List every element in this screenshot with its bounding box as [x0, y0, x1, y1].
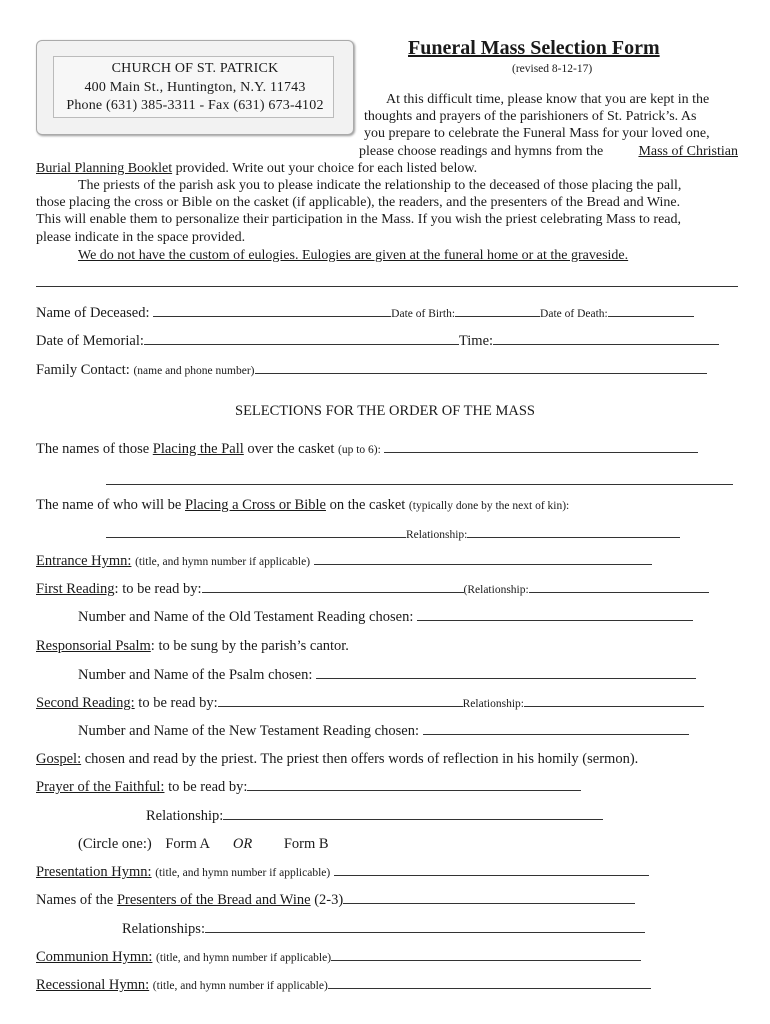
second-reading-row — [36, 695, 704, 712]
cross-row — [36, 497, 569, 514]
ot-label: Number and Name of the Old Testament Reading chosen: — [78, 609, 414, 625]
ot-row — [78, 609, 693, 626]
pall-pre: The names of those — [36, 441, 153, 457]
first-rel-field[interactable] — [529, 592, 709, 593]
or-label: OR — [232, 836, 253, 852]
memorial-row — [36, 333, 719, 350]
presenters-label: Presenters of the Bread and Wine — [116, 892, 311, 908]
deceased-field[interactable] — [153, 316, 391, 317]
communion-hint: (title, and hymn number if applicable) — [156, 952, 332, 964]
family-row — [36, 362, 707, 379]
intro-line-4-text: please choose readings and hymns from the — [359, 144, 604, 159]
second-rel-field[interactable] — [524, 706, 704, 707]
church-phone: Phone (631) 385-3311 - Fax (631) 673-4102 — [66, 98, 324, 113]
memorial-label: Date of Memorial: — [36, 333, 144, 349]
presenters-pre: Names of the — [36, 892, 117, 908]
intro-line-3: you prepare to celebrate the Funeral Mass for your loved one, — [364, 126, 710, 141]
pof-post: to be read by: — [164, 779, 248, 795]
circle-row — [78, 836, 329, 853]
presenters-field[interactable] — [343, 903, 635, 904]
divider-rule — [36, 286, 738, 287]
pof-row — [36, 779, 581, 796]
psalm-row — [36, 638, 349, 655]
recessional-hint: (title, and hymn number if applicable) — [152, 980, 328, 992]
cross-pre: The name of who will be — [36, 497, 185, 513]
second-reader-field[interactable] — [218, 706, 463, 707]
pof-rel-label: Relationship: — [146, 808, 224, 824]
deceased-row — [36, 305, 694, 322]
circle-label: (Circle one:) — [78, 836, 152, 852]
family-hint: (name and phone number) — [133, 365, 255, 377]
second-reading-post: to be read by: — [134, 695, 218, 711]
presenters-rel-field[interactable] — [205, 932, 645, 933]
presenters-post: (2-3) — [310, 892, 344, 908]
entrance-row — [36, 553, 652, 570]
intro-line-2: thoughts and prayers of the parishioners of St. Patrick’s. As — [364, 109, 697, 124]
family-label: Family Contact: — [36, 362, 130, 378]
church-name: CHURCH OF ST. PATRICK — [111, 61, 279, 76]
psalm-chosen-field[interactable] — [316, 678, 696, 679]
priest-para-4: please indicate in the space provided. — [36, 230, 246, 245]
entrance-hint: (title, and hymn number if applicable) — [135, 556, 311, 568]
recessional-field[interactable] — [328, 988, 651, 989]
deceased-label: Name of Deceased: — [36, 305, 150, 321]
memorial-field[interactable] — [144, 344, 459, 345]
ot-field[interactable] — [417, 620, 693, 621]
eulogy-note: We do not have the custom of eulogies. Eulogies are given at the funeral home or at the graveside. — [78, 248, 629, 263]
priest-para-1: The priests of the parish ask you to please indicate the relationship to the deceased of those placing the pall, — [78, 178, 682, 193]
cross-name-field[interactable] — [106, 537, 406, 538]
second-reading-label: Second Reading: — [36, 695, 135, 711]
form-title: Funeral Mass Selection Form — [408, 37, 660, 59]
time-label: Time: — [458, 333, 494, 349]
cross-post: on the casket — [325, 497, 409, 513]
church-header-box — [36, 40, 354, 135]
pall-field[interactable] — [384, 452, 698, 453]
second-rel-label: Relationship: — [462, 698, 524, 710]
booklet-title-part1: Mass of Christian — [638, 144, 738, 159]
nt-label: Number and Name of the New Testament Reading chosen: — [78, 723, 419, 739]
section-title: SELECTIONS FOR THE ORDER OF THE MASS — [235, 403, 535, 419]
communion-row — [36, 949, 641, 966]
presentation-row — [36, 864, 649, 881]
dod-field[interactable] — [608, 316, 694, 317]
pall-row — [36, 441, 698, 458]
dob-label: Date of Birth: — [391, 308, 456, 320]
psalm-chosen-row — [78, 667, 696, 684]
gospel-post: chosen and read by the priest. The priest then offers words of reflection in his homily (sermon). — [81, 751, 639, 767]
presentation-hint: (title, and hymn number if applicable) — [155, 867, 331, 879]
recessional-row — [36, 977, 651, 994]
first-reader-field[interactable] — [202, 592, 464, 593]
nt-row — [78, 723, 689, 740]
nt-field[interactable] — [423, 734, 689, 735]
gospel-row — [36, 751, 638, 768]
entrance-label: Entrance Hymn: — [36, 553, 132, 569]
cross-label: Placing a Cross or Bible — [185, 497, 326, 513]
dob-field[interactable] — [455, 316, 540, 317]
first-reading-post: : to be read by: — [114, 581, 202, 597]
gospel-label: Gospel: — [36, 751, 82, 767]
presentation-label: Presentation Hymn: — [36, 864, 152, 880]
intro-line-4 — [359, 143, 738, 160]
pof-rel-row — [146, 808, 603, 825]
presenters-row — [36, 892, 635, 909]
pall-post: over the casket — [243, 441, 339, 457]
revised-date: (revised 8-12-17) — [512, 63, 593, 75]
cross-rel-label: Relationship: — [406, 529, 468, 541]
family-field[interactable] — [255, 373, 707, 374]
presentation-field[interactable] — [334, 875, 649, 876]
cross-rel-field[interactable] — [467, 537, 680, 538]
form-a-option[interactable]: Form A — [165, 836, 210, 852]
form-b-option[interactable]: Form B — [283, 836, 329, 852]
pof-label: Prayer of the Faithful: — [36, 779, 165, 795]
pall-hint: (up to 6): — [338, 444, 381, 456]
first-reading-label: First Reading — [36, 581, 115, 597]
pof-field[interactable] — [247, 790, 581, 791]
intro-line-5-text: provided. Write out your choice for each listed below. — [172, 161, 478, 176]
psalm-chosen-label: Number and Name of the Psalm chosen: — [78, 667, 313, 683]
pof-rel-field[interactable] — [223, 819, 603, 820]
recessional-label: Recessional Hymn: — [36, 977, 150, 993]
presenters-rel-row — [122, 921, 645, 938]
time-field[interactable] — [493, 344, 719, 345]
first-reading-row — [36, 581, 709, 598]
pall-label: Placing the Pall — [152, 441, 244, 457]
presenters-rel-label: Relationships: — [122, 921, 205, 937]
cross-hint: (typically done by the next of kin): — [408, 500, 570, 512]
entrance-field[interactable] — [314, 564, 652, 565]
church-address: 400 Main St., Huntington, N.Y. 11743 — [84, 80, 306, 95]
dod-label: Date of Death: — [540, 308, 608, 320]
cross-rel-row — [106, 526, 680, 543]
psalm-label: Responsorial Psalm — [36, 638, 151, 654]
intro-line-5 — [36, 160, 477, 177]
booklet-title-part2: Burial Planning Booklet — [36, 161, 173, 176]
pall-field-2[interactable] — [106, 484, 733, 485]
first-rel-label: (Relationship: — [463, 584, 529, 596]
communion-field[interactable] — [331, 960, 641, 961]
priest-para-3: This will enable them to personalize their participation in the Mass. If you wish the priest celebrating Mass to read, — [36, 212, 681, 227]
intro-line-1: At this difficult time, please know that you are kept in the — [386, 92, 710, 107]
priest-para-2: those placing the cross or Bible on the casket (if applicable), the readers, and the presenters of the Bread and Wine. — [36, 195, 681, 210]
psalm-post: : to be sung by the parish’s cantor. — [150, 638, 349, 654]
communion-label: Communion Hymn: — [36, 949, 153, 965]
